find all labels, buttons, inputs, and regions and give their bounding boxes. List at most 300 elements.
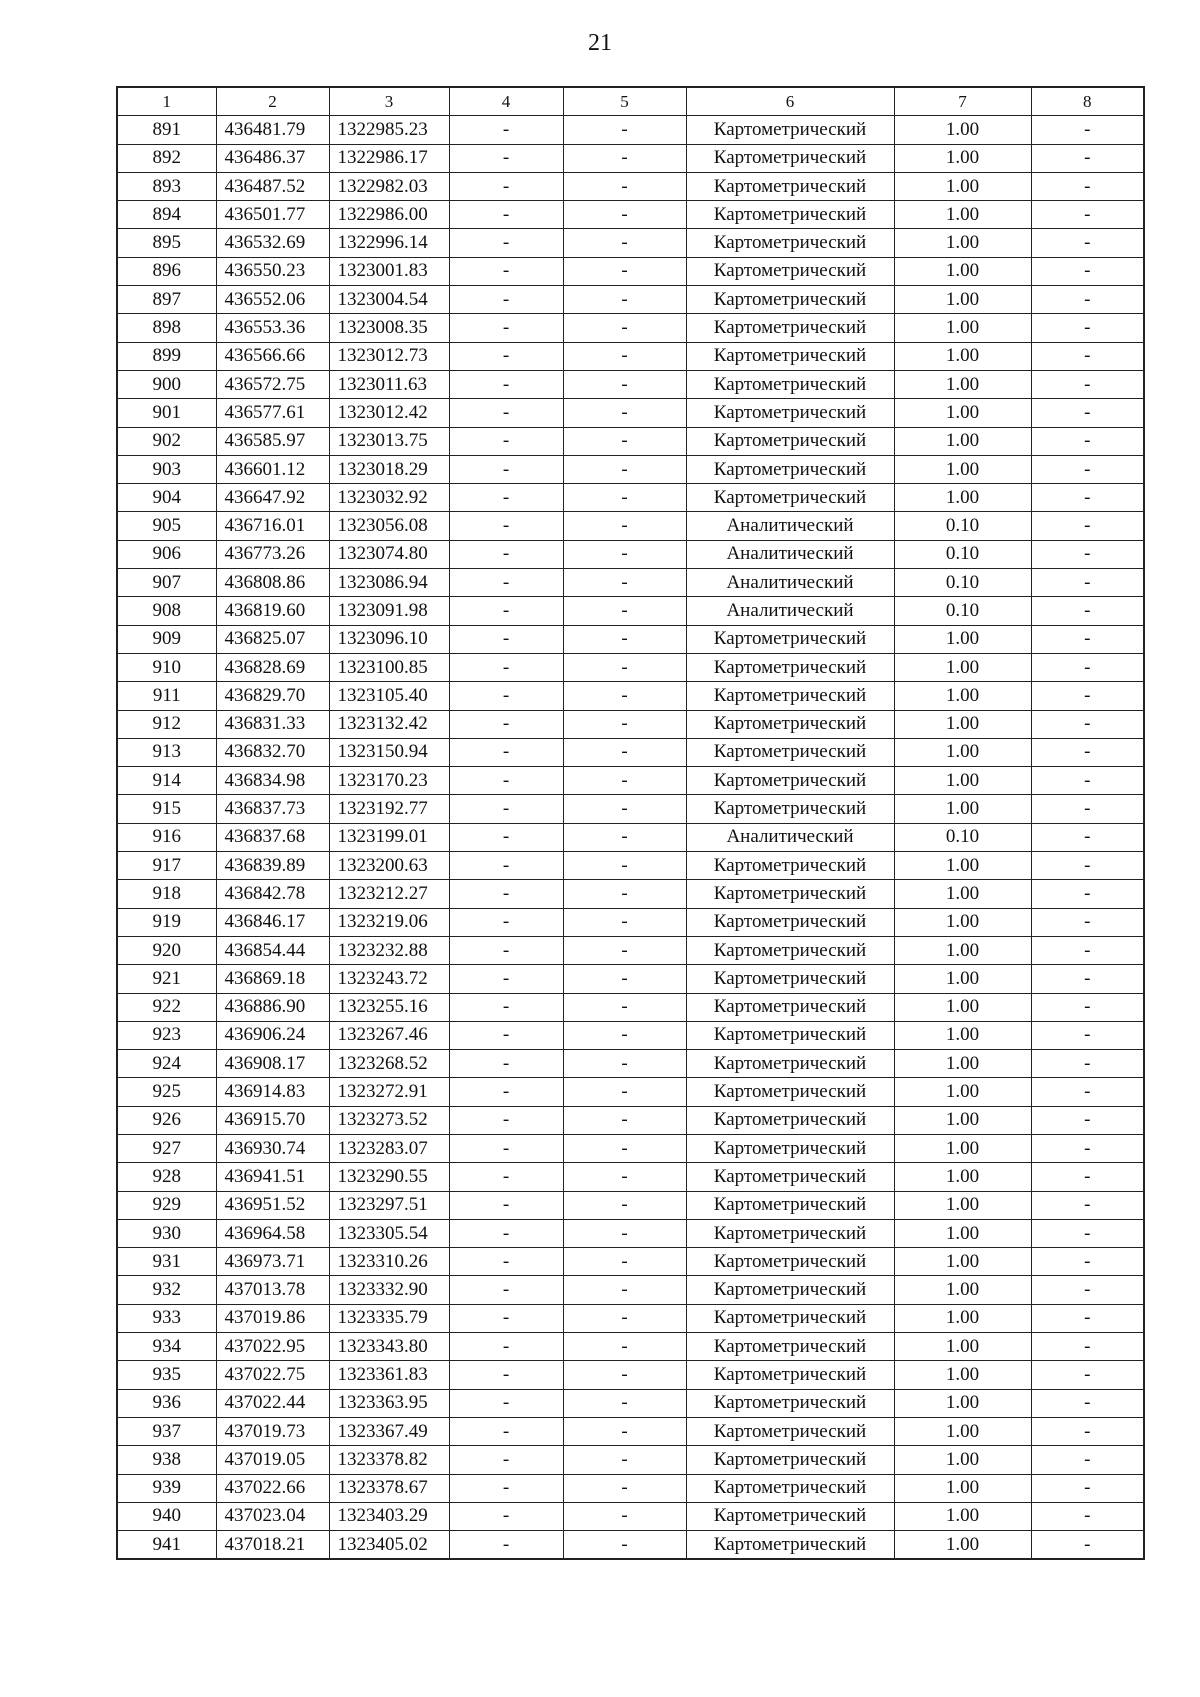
- x-coordinate-cell: 436487.52: [216, 172, 329, 200]
- accuracy-cell: 1.00: [894, 484, 1031, 512]
- col-8-cell: -: [1031, 116, 1144, 144]
- x-coordinate-cell: 436832.70: [216, 738, 329, 766]
- x-coordinate-cell: 436837.68: [216, 823, 329, 851]
- col-4-cell: -: [449, 1333, 563, 1361]
- y-coordinate-cell: 1323032.92: [329, 484, 449, 512]
- col-8-cell: -: [1031, 1248, 1144, 1276]
- col-4-cell: -: [449, 1191, 563, 1219]
- accuracy-cell: 1.00: [894, 1474, 1031, 1502]
- x-coordinate-cell: 436869.18: [216, 965, 329, 993]
- col-5-cell: -: [563, 738, 686, 766]
- y-coordinate-cell: 1322985.23: [329, 116, 449, 144]
- column-header-5: 5: [563, 87, 686, 116]
- col-8-cell: -: [1031, 512, 1144, 540]
- x-coordinate-cell: 437022.66: [216, 1474, 329, 1502]
- accuracy-cell: 0.10: [894, 597, 1031, 625]
- x-coordinate-cell: 436915.70: [216, 1106, 329, 1134]
- accuracy-cell: 0.10: [894, 823, 1031, 851]
- table-row: [117, 229, 1144, 257]
- table-row: [117, 455, 1144, 483]
- method-cell: Картометрический: [686, 1474, 894, 1502]
- y-coordinate-cell: 1323305.54: [329, 1219, 449, 1247]
- col-5-cell: -: [563, 1333, 686, 1361]
- accuracy-cell: 1.00: [894, 286, 1031, 314]
- col-8-cell: -: [1031, 1134, 1144, 1162]
- col-8-cell: -: [1031, 257, 1144, 285]
- point-number-cell: 917: [117, 852, 216, 880]
- table-row: [117, 144, 1144, 172]
- method-cell: Картометрический: [686, 1333, 894, 1361]
- col-8-cell: -: [1031, 880, 1144, 908]
- col-8-cell: -: [1031, 201, 1144, 229]
- method-cell: Картометрический: [686, 965, 894, 993]
- table-row: [117, 314, 1144, 342]
- col-4-cell: -: [449, 1417, 563, 1445]
- x-coordinate-cell: 436831.33: [216, 710, 329, 738]
- col-8-cell: -: [1031, 1021, 1144, 1049]
- method-cell: Картометрический: [686, 201, 894, 229]
- point-number-cell: 899: [117, 342, 216, 370]
- point-number-cell: 893: [117, 172, 216, 200]
- point-number-cell: 918: [117, 880, 216, 908]
- col-5-cell: -: [563, 795, 686, 823]
- col-4-cell: -: [449, 1078, 563, 1106]
- col-4-cell: -: [449, 1474, 563, 1502]
- col-4-cell: -: [449, 1502, 563, 1530]
- table-row: [117, 512, 1144, 540]
- point-number-cell: 912: [117, 710, 216, 738]
- x-coordinate-cell: 437019.86: [216, 1304, 329, 1332]
- col-4-cell: -: [449, 880, 563, 908]
- method-cell: Картометрический: [686, 370, 894, 398]
- point-number-cell: 921: [117, 965, 216, 993]
- point-number-cell: 930: [117, 1219, 216, 1247]
- y-coordinate-cell: 1322986.17: [329, 144, 449, 172]
- col-5-cell: -: [563, 767, 686, 795]
- method-cell: Картометрический: [686, 342, 894, 370]
- table-header-row: [117, 87, 1144, 116]
- accuracy-cell: 1.00: [894, 993, 1031, 1021]
- col-5-cell: -: [563, 144, 686, 172]
- x-coordinate-cell: 437013.78: [216, 1276, 329, 1304]
- accuracy-cell: 1.00: [894, 342, 1031, 370]
- point-number-cell: 892: [117, 144, 216, 172]
- table-row: [117, 1502, 1144, 1530]
- col-8-cell: -: [1031, 1502, 1144, 1530]
- accuracy-cell: 1.00: [894, 710, 1031, 738]
- accuracy-cell: 1.00: [894, 1361, 1031, 1389]
- method-cell: Картометрический: [686, 993, 894, 1021]
- method-cell: Картометрический: [686, 653, 894, 681]
- col-5-cell: -: [563, 116, 686, 144]
- method-cell: Картометрический: [686, 1050, 894, 1078]
- x-coordinate-cell: 436585.97: [216, 427, 329, 455]
- col-5-cell: -: [563, 1248, 686, 1276]
- accuracy-cell: 1.00: [894, 1446, 1031, 1474]
- col-8-cell: -: [1031, 1304, 1144, 1332]
- col-5-cell: -: [563, 1361, 686, 1389]
- y-coordinate-cell: 1323297.51: [329, 1191, 449, 1219]
- col-8-cell: -: [1031, 1163, 1144, 1191]
- column-header-1: 1: [117, 87, 216, 116]
- point-number-cell: 903: [117, 455, 216, 483]
- y-coordinate-cell: 1323100.85: [329, 653, 449, 681]
- accuracy-cell: 1.00: [894, 1191, 1031, 1219]
- y-coordinate-cell: 1323243.72: [329, 965, 449, 993]
- col-8-cell: -: [1031, 1276, 1144, 1304]
- table-row: [117, 427, 1144, 455]
- point-number-cell: 905: [117, 512, 216, 540]
- x-coordinate-cell: 436577.61: [216, 399, 329, 427]
- point-number-cell: 911: [117, 682, 216, 710]
- accuracy-cell: 1.00: [894, 1531, 1031, 1560]
- accuracy-cell: 1.00: [894, 1078, 1031, 1106]
- table-row: [117, 1446, 1144, 1474]
- col-4-cell: -: [449, 710, 563, 738]
- point-number-cell: 895: [117, 229, 216, 257]
- x-coordinate-cell: 436552.06: [216, 286, 329, 314]
- method-cell: Аналитический: [686, 823, 894, 851]
- col-4-cell: -: [449, 512, 563, 540]
- page-number: 21: [588, 30, 612, 56]
- table-row: [117, 738, 1144, 766]
- y-coordinate-cell: 1323192.77: [329, 795, 449, 823]
- method-cell: Картометрический: [686, 625, 894, 653]
- y-coordinate-cell: 1323096.10: [329, 625, 449, 653]
- method-cell: Картометрический: [686, 710, 894, 738]
- col-8-cell: -: [1031, 653, 1144, 681]
- col-4-cell: -: [449, 455, 563, 483]
- accuracy-cell: 1.00: [894, 880, 1031, 908]
- col-4-cell: -: [449, 314, 563, 342]
- accuracy-cell: 1.00: [894, 201, 1031, 229]
- accuracy-cell: 1.00: [894, 625, 1031, 653]
- accuracy-cell: 1.00: [894, 1163, 1031, 1191]
- col-8-cell: -: [1031, 342, 1144, 370]
- col-8-cell: -: [1031, 767, 1144, 795]
- y-coordinate-cell: 1323018.29: [329, 455, 449, 483]
- column-header-8: 8: [1031, 87, 1144, 116]
- method-cell: Картометрический: [686, 116, 894, 144]
- method-cell: Картометрический: [686, 852, 894, 880]
- col-4-cell: -: [449, 1248, 563, 1276]
- col-4-cell: -: [449, 1304, 563, 1332]
- accuracy-cell: 1.00: [894, 399, 1031, 427]
- table-row: [117, 569, 1144, 597]
- col-5-cell: -: [563, 370, 686, 398]
- col-5-cell: -: [563, 1050, 686, 1078]
- method-cell: Картометрический: [686, 1531, 894, 1560]
- point-number-cell: 923: [117, 1021, 216, 1049]
- table-row: [117, 257, 1144, 285]
- col-5-cell: -: [563, 1446, 686, 1474]
- col-8-cell: -: [1031, 1219, 1144, 1247]
- method-cell: Картометрический: [686, 1191, 894, 1219]
- method-cell: Картометрический: [686, 1078, 894, 1106]
- point-number-cell: 938: [117, 1446, 216, 1474]
- col-5-cell: -: [563, 993, 686, 1021]
- accuracy-cell: 1.00: [894, 682, 1031, 710]
- y-coordinate-cell: 1323290.55: [329, 1163, 449, 1191]
- col-5-cell: -: [563, 1304, 686, 1332]
- table-row: [117, 852, 1144, 880]
- method-cell: Картометрический: [686, 738, 894, 766]
- table-row: [117, 1417, 1144, 1445]
- accuracy-cell: 1.00: [894, 965, 1031, 993]
- col-4-cell: -: [449, 1389, 563, 1417]
- point-number-cell: 913: [117, 738, 216, 766]
- col-8-cell: -: [1031, 1361, 1144, 1389]
- col-4-cell: -: [449, 682, 563, 710]
- method-cell: Картометрический: [686, 1163, 894, 1191]
- point-number-cell: 901: [117, 399, 216, 427]
- x-coordinate-cell: 436819.60: [216, 597, 329, 625]
- table-row: [117, 965, 1144, 993]
- method-cell: Картометрический: [686, 1446, 894, 1474]
- point-number-cell: 919: [117, 908, 216, 936]
- col-8-cell: -: [1031, 936, 1144, 964]
- point-number-cell: 920: [117, 936, 216, 964]
- accuracy-cell: 1.00: [894, 1050, 1031, 1078]
- table-row: [117, 201, 1144, 229]
- point-number-cell: 932: [117, 1276, 216, 1304]
- x-coordinate-cell: 437018.21: [216, 1531, 329, 1560]
- table-row: [117, 1531, 1144, 1560]
- y-coordinate-cell: 1323150.94: [329, 738, 449, 766]
- col-5-cell: -: [563, 399, 686, 427]
- accuracy-cell: 1.00: [894, 257, 1031, 285]
- point-number-cell: 937: [117, 1417, 216, 1445]
- col-4-cell: -: [449, 965, 563, 993]
- y-coordinate-cell: 1323011.63: [329, 370, 449, 398]
- col-8-cell: -: [1031, 1417, 1144, 1445]
- y-coordinate-cell: 1323008.35: [329, 314, 449, 342]
- col-4-cell: -: [449, 1531, 563, 1560]
- x-coordinate-cell: 437023.04: [216, 1502, 329, 1530]
- accuracy-cell: 1.00: [894, 936, 1031, 964]
- method-cell: Аналитический: [686, 512, 894, 540]
- col-4-cell: -: [449, 1446, 563, 1474]
- table-row: [117, 625, 1144, 653]
- point-number-cell: 928: [117, 1163, 216, 1191]
- accuracy-cell: 1.00: [894, 1417, 1031, 1445]
- x-coordinate-cell: 436854.44: [216, 936, 329, 964]
- col-5-cell: -: [563, 1163, 686, 1191]
- y-coordinate-cell: 1323074.80: [329, 540, 449, 568]
- accuracy-cell: 1.00: [894, 738, 1031, 766]
- table-row: [117, 1474, 1144, 1502]
- method-cell: Картометрический: [686, 795, 894, 823]
- method-cell: Картометрический: [686, 1276, 894, 1304]
- x-coordinate-cell: 436647.92: [216, 484, 329, 512]
- method-cell: Картометрический: [686, 1134, 894, 1162]
- col-8-cell: -: [1031, 993, 1144, 1021]
- y-coordinate-cell: 1323272.91: [329, 1078, 449, 1106]
- y-coordinate-cell: 1323273.52: [329, 1106, 449, 1134]
- col-4-cell: -: [449, 257, 563, 285]
- col-8-cell: -: [1031, 625, 1144, 653]
- col-8-cell: -: [1031, 710, 1144, 738]
- col-4-cell: -: [449, 767, 563, 795]
- col-5-cell: -: [563, 172, 686, 200]
- point-number-cell: 929: [117, 1191, 216, 1219]
- col-4-cell: -: [449, 597, 563, 625]
- point-number-cell: 916: [117, 823, 216, 851]
- method-cell: Картометрический: [686, 314, 894, 342]
- x-coordinate-cell: 437019.73: [216, 1417, 329, 1445]
- accuracy-cell: 1.00: [894, 795, 1031, 823]
- x-coordinate-cell: 436930.74: [216, 1134, 329, 1162]
- method-cell: Картометрический: [686, 484, 894, 512]
- method-cell: Картометрический: [686, 257, 894, 285]
- y-coordinate-cell: 1323199.01: [329, 823, 449, 851]
- point-number-cell: 902: [117, 427, 216, 455]
- point-number-cell: 935: [117, 1361, 216, 1389]
- x-coordinate-cell: 436601.12: [216, 455, 329, 483]
- method-cell: Картометрический: [686, 1389, 894, 1417]
- x-coordinate-cell: 436846.17: [216, 908, 329, 936]
- point-number-cell: 915: [117, 795, 216, 823]
- y-coordinate-cell: 1323283.07: [329, 1134, 449, 1162]
- method-cell: Картометрический: [686, 1304, 894, 1332]
- col-5-cell: -: [563, 1021, 686, 1049]
- x-coordinate-cell: 436825.07: [216, 625, 329, 653]
- col-8-cell: -: [1031, 823, 1144, 851]
- point-number-cell: 933: [117, 1304, 216, 1332]
- y-coordinate-cell: 1322996.14: [329, 229, 449, 257]
- method-cell: Картометрический: [686, 936, 894, 964]
- table-row: [117, 1248, 1144, 1276]
- y-coordinate-cell: 1323403.29: [329, 1502, 449, 1530]
- x-coordinate-cell: 436951.52: [216, 1191, 329, 1219]
- y-coordinate-cell: 1323335.79: [329, 1304, 449, 1332]
- y-coordinate-cell: 1323105.40: [329, 682, 449, 710]
- accuracy-cell: 1.00: [894, 1021, 1031, 1049]
- point-number-cell: 925: [117, 1078, 216, 1106]
- point-number-cell: 910: [117, 653, 216, 681]
- x-coordinate-cell: 436481.79: [216, 116, 329, 144]
- accuracy-cell: 1.00: [894, 1106, 1031, 1134]
- y-coordinate-cell: 1323361.83: [329, 1361, 449, 1389]
- col-4-cell: -: [449, 1361, 563, 1389]
- point-number-cell: 926: [117, 1106, 216, 1134]
- accuracy-cell: 1.00: [894, 1134, 1031, 1162]
- x-coordinate-cell: 436941.51: [216, 1163, 329, 1191]
- col-4-cell: -: [449, 993, 563, 1021]
- col-8-cell: -: [1031, 399, 1144, 427]
- y-coordinate-cell: 1323363.95: [329, 1389, 449, 1417]
- method-cell: Картометрический: [686, 880, 894, 908]
- point-number-cell: 907: [117, 569, 216, 597]
- col-5-cell: -: [563, 908, 686, 936]
- x-coordinate-cell: 437022.44: [216, 1389, 329, 1417]
- table-row: [117, 936, 1144, 964]
- col-8-cell: -: [1031, 1531, 1144, 1560]
- table-row: [117, 1219, 1144, 1247]
- x-coordinate-cell: 436908.17: [216, 1050, 329, 1078]
- col-8-cell: -: [1031, 1474, 1144, 1502]
- col-8-cell: -: [1031, 172, 1144, 200]
- method-cell: Картометрический: [686, 286, 894, 314]
- method-cell: Картометрический: [686, 1021, 894, 1049]
- col-8-cell: -: [1031, 314, 1144, 342]
- method-cell: Картометрический: [686, 1361, 894, 1389]
- col-8-cell: -: [1031, 286, 1144, 314]
- x-coordinate-cell: 436834.98: [216, 767, 329, 795]
- col-8-cell: -: [1031, 908, 1144, 936]
- col-5-cell: -: [563, 936, 686, 964]
- accuracy-cell: 1.00: [894, 767, 1031, 795]
- accuracy-cell: 1.00: [894, 116, 1031, 144]
- accuracy-cell: 1.00: [894, 1389, 1031, 1417]
- col-8-cell: -: [1031, 370, 1144, 398]
- accuracy-cell: 0.10: [894, 540, 1031, 568]
- point-number-cell: 940: [117, 1502, 216, 1530]
- point-number-cell: 904: [117, 484, 216, 512]
- x-coordinate-cell: 437022.75: [216, 1361, 329, 1389]
- y-coordinate-cell: 1323405.02: [329, 1531, 449, 1560]
- col-5-cell: -: [563, 1531, 686, 1560]
- coordinates-table: [116, 86, 1145, 1560]
- col-5-cell: -: [563, 1219, 686, 1247]
- point-number-cell: 894: [117, 201, 216, 229]
- table-row: [117, 993, 1144, 1021]
- col-5-cell: -: [563, 484, 686, 512]
- accuracy-cell: 1.00: [894, 852, 1031, 880]
- col-4-cell: -: [449, 795, 563, 823]
- accuracy-cell: 1.00: [894, 1502, 1031, 1530]
- table-row: [117, 286, 1144, 314]
- accuracy-cell: 0.10: [894, 569, 1031, 597]
- method-cell: Аналитический: [686, 597, 894, 625]
- col-5-cell: -: [563, 229, 686, 257]
- col-4-cell: -: [449, 1219, 563, 1247]
- point-number-cell: 939: [117, 1474, 216, 1502]
- table-row: [117, 1050, 1144, 1078]
- accuracy-cell: 1.00: [894, 172, 1031, 200]
- table-row: [117, 370, 1144, 398]
- x-coordinate-cell: 436837.73: [216, 795, 329, 823]
- accuracy-cell: 1.00: [894, 314, 1031, 342]
- col-5-cell: -: [563, 710, 686, 738]
- col-5-cell: -: [563, 1502, 686, 1530]
- col-4-cell: -: [449, 1021, 563, 1049]
- col-5-cell: -: [563, 1389, 686, 1417]
- x-coordinate-cell: 436716.01: [216, 512, 329, 540]
- col-5-cell: -: [563, 682, 686, 710]
- table-row: [117, 823, 1144, 851]
- table-row: [117, 116, 1144, 144]
- col-5-cell: -: [563, 597, 686, 625]
- col-5-cell: -: [563, 342, 686, 370]
- accuracy-cell: 1.00: [894, 908, 1031, 936]
- method-cell: Картометрический: [686, 427, 894, 455]
- col-8-cell: -: [1031, 1446, 1144, 1474]
- x-coordinate-cell: 436973.71: [216, 1248, 329, 1276]
- table-row: [117, 1191, 1144, 1219]
- point-number-cell: 896: [117, 257, 216, 285]
- col-8-cell: -: [1031, 597, 1144, 625]
- col-8-cell: -: [1031, 852, 1144, 880]
- col-4-cell: -: [449, 399, 563, 427]
- col-5-cell: -: [563, 314, 686, 342]
- col-5-cell: -: [563, 257, 686, 285]
- method-cell: Картометрический: [686, 172, 894, 200]
- col-5-cell: -: [563, 1078, 686, 1106]
- col-5-cell: -: [563, 512, 686, 540]
- table-row: [117, 908, 1144, 936]
- point-number-cell: 900: [117, 370, 216, 398]
